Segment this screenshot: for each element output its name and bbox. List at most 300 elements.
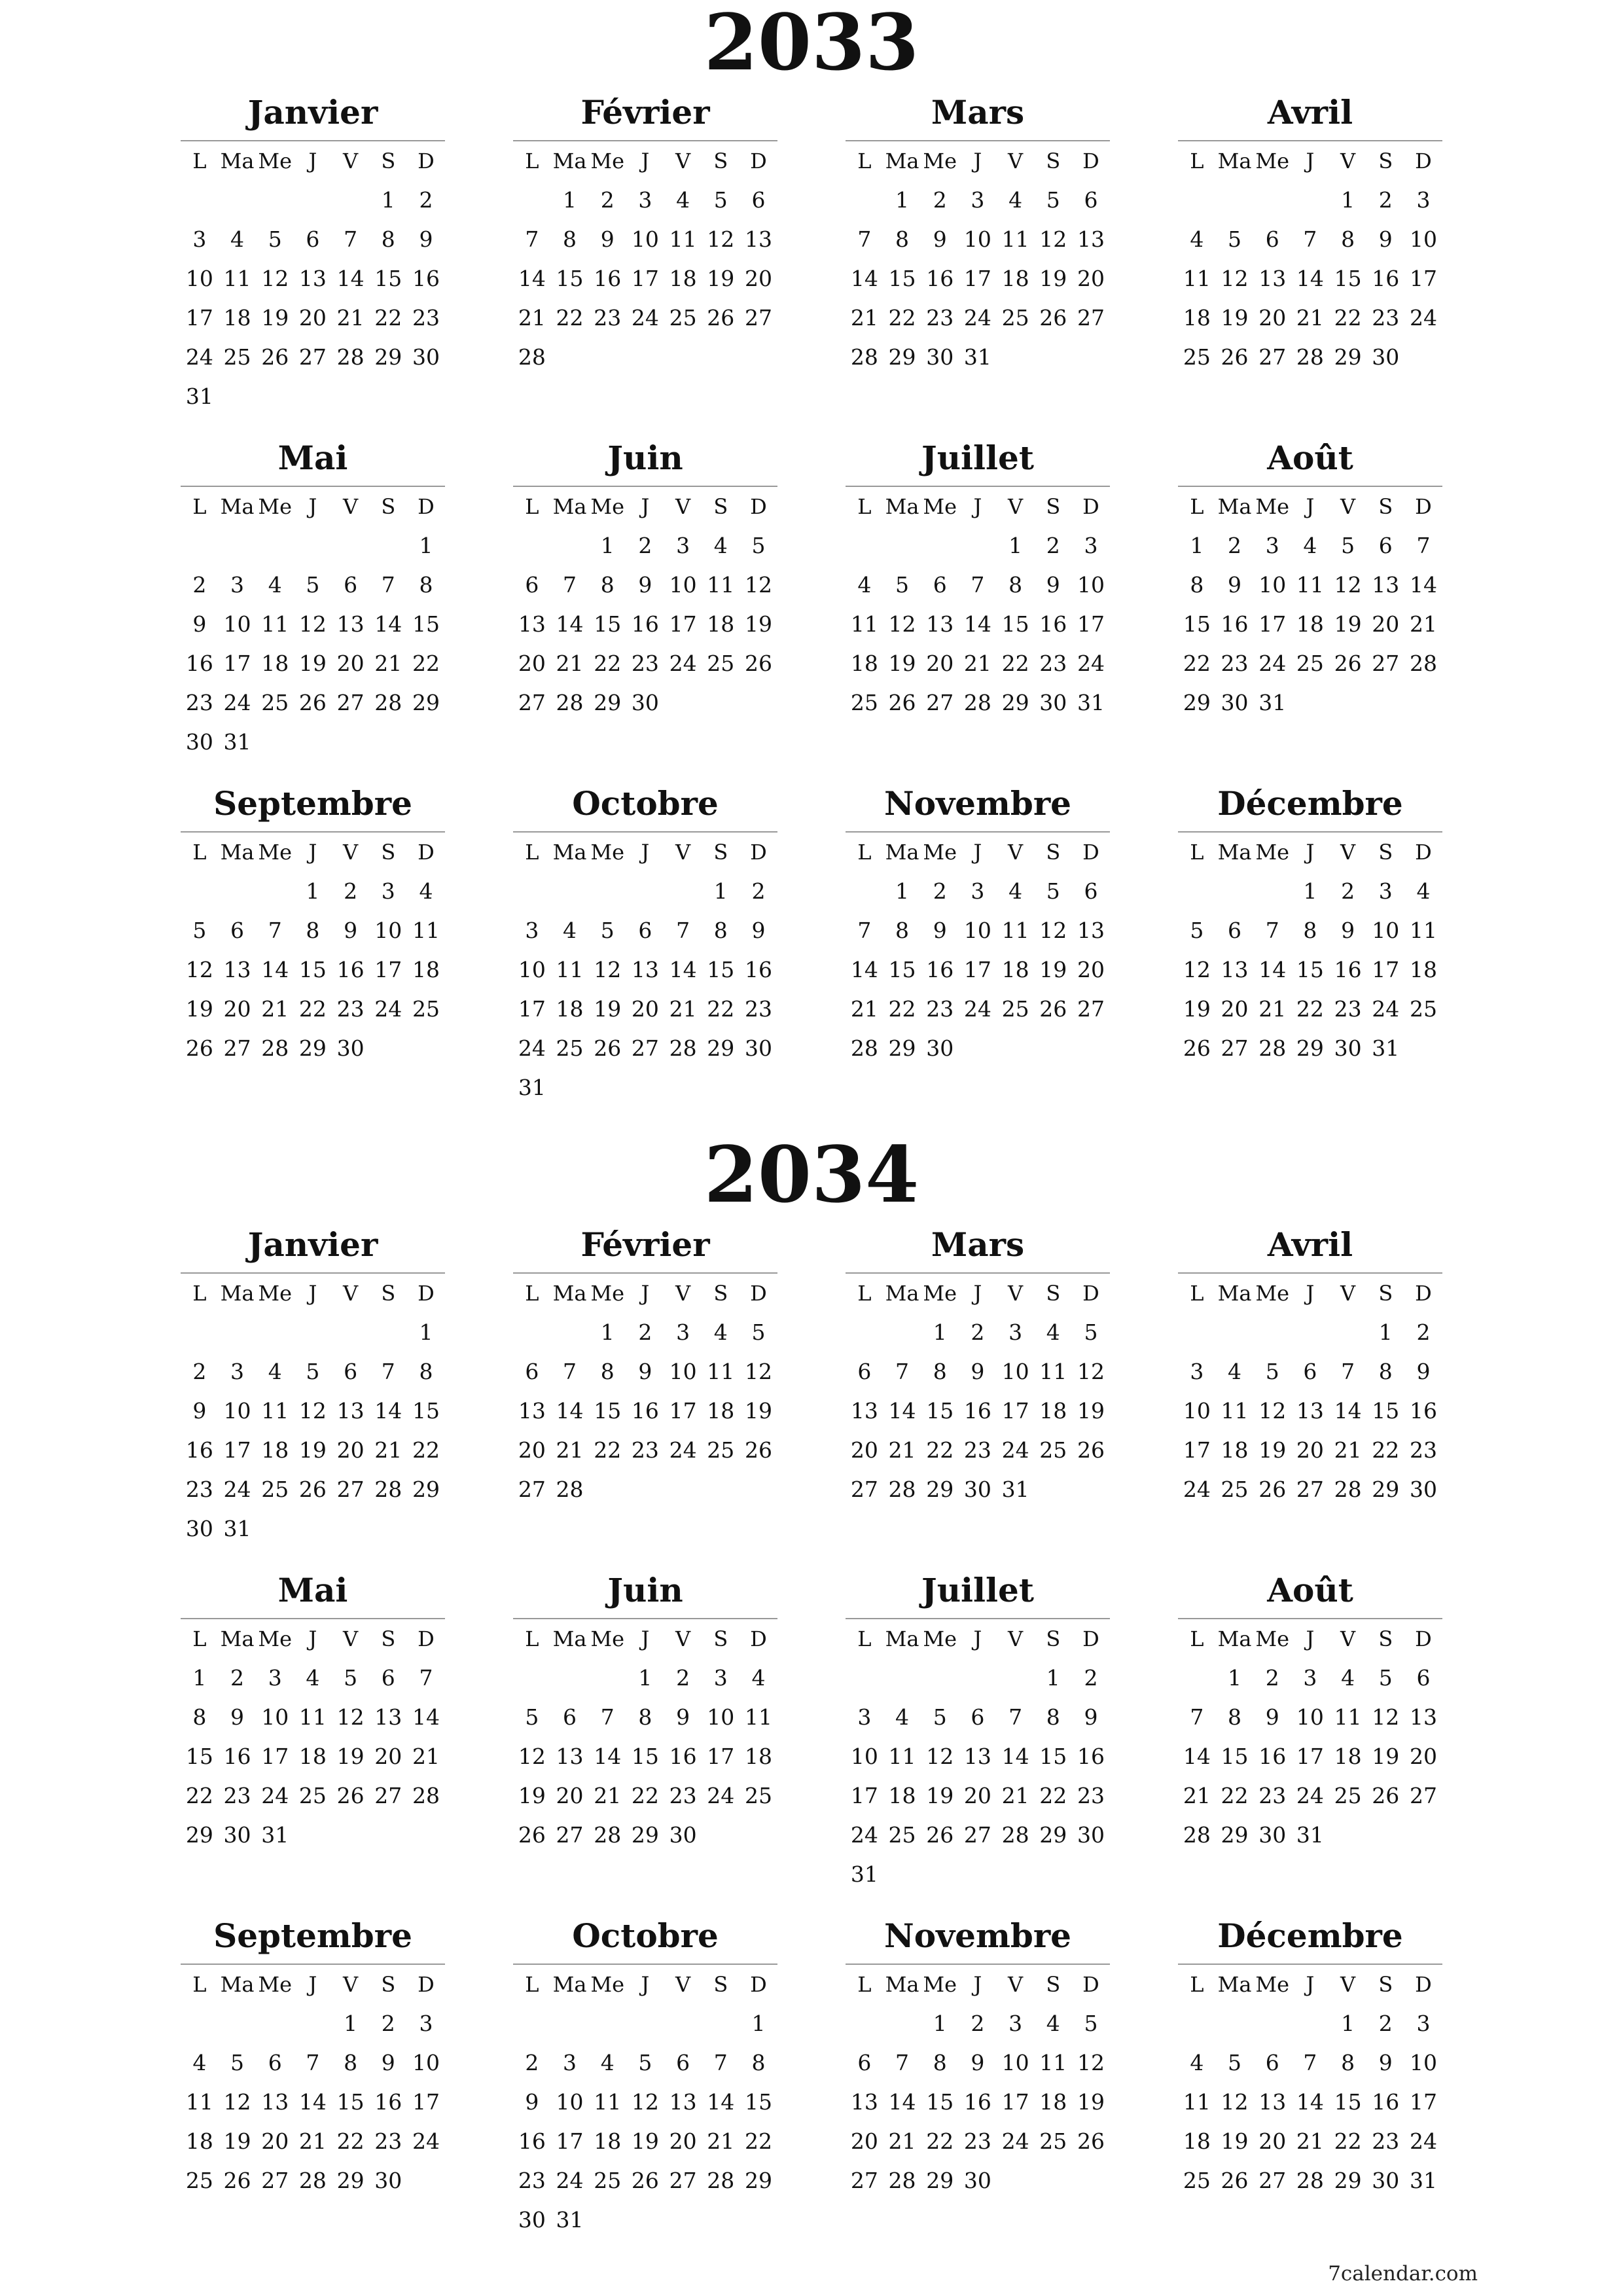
- day-cell: 9: [1378, 2050, 1393, 2075]
- empty-cell: [513, 181, 551, 220]
- day-cell: 21: [336, 305, 365, 331]
- day-cell: 19: [1221, 2128, 1249, 2154]
- day-cell: 23: [669, 1783, 697, 1808]
- day-cell: 3: [676, 533, 690, 558]
- weekday-label: J: [641, 840, 650, 865]
- month-8: [1178, 1563, 1442, 1855]
- weekday-label: Me: [1255, 1626, 1290, 1651]
- day-cell: 3: [638, 187, 652, 213]
- day-cell: 29: [888, 344, 916, 370]
- day-cell: 25: [594, 2168, 622, 2193]
- day-cell: 8: [895, 226, 910, 252]
- day-cell: 28: [594, 1822, 622, 1848]
- day-cell: 14: [298, 2089, 327, 2115]
- month-name: Septembre: [213, 1916, 412, 1955]
- day-cell: 15: [185, 1744, 213, 1769]
- empty-cell: [513, 1313, 551, 1352]
- day-cell: 23: [1372, 2128, 1400, 2154]
- weekday-label: S: [1046, 1626, 1061, 1651]
- day-cell: 10: [518, 957, 546, 982]
- day-cell: 26: [1077, 1437, 1105, 1463]
- weekday-label: D: [750, 1626, 767, 1651]
- weekday-label: S: [1046, 149, 1061, 173]
- week-row: [846, 1391, 1110, 1431]
- day-cell: 5: [713, 187, 728, 213]
- week-row: [1178, 565, 1442, 605]
- day-cell: 12: [1334, 572, 1362, 598]
- weekday-label: Ma: [220, 840, 255, 865]
- day-cell: 26: [185, 1035, 213, 1061]
- day-cell: 7: [1303, 2050, 1317, 2075]
- day-cell: 4: [1303, 533, 1317, 558]
- weekday-header: [846, 833, 1110, 872]
- day-cell: 9: [638, 1359, 652, 1384]
- day-cell: 27: [963, 1822, 991, 1848]
- week-row: [1178, 644, 1442, 683]
- day-cell: 29: [412, 1477, 440, 1502]
- empty-cell: [740, 1816, 777, 1855]
- weekday-label: V: [1008, 840, 1024, 865]
- day-cell: 13: [1409, 1704, 1437, 1730]
- weekday-header: [513, 1965, 777, 2004]
- empty-cell: [588, 2200, 626, 2240]
- weekday-label: D: [418, 1626, 435, 1651]
- week-row: [513, 2161, 777, 2200]
- day-cell: 5: [268, 226, 282, 252]
- day-cell: 29: [336, 2168, 365, 2193]
- empty-cell: [1404, 683, 1442, 723]
- week-row: [181, 1698, 445, 1737]
- weekday-header: [513, 487, 777, 526]
- day-cell: 19: [1077, 1398, 1105, 1424]
- empty-cell: [846, 181, 883, 220]
- week-row: [1178, 1313, 1442, 1352]
- day-cell: 2: [1265, 1665, 1279, 1691]
- day-cell: 11: [1334, 1704, 1362, 1730]
- day-cell: 26: [1372, 1783, 1400, 1808]
- weekday-label: Me: [258, 1972, 293, 1997]
- weekday-header: [1178, 1274, 1442, 1313]
- weekday-label: Ma: [552, 494, 587, 519]
- week-row: [1178, 220, 1442, 259]
- weekday-label: S: [1378, 840, 1393, 865]
- day-cell: 1: [306, 878, 320, 904]
- day-cell: 10: [556, 2089, 584, 2115]
- empty-cell: [219, 2004, 257, 2043]
- day-cell: 19: [223, 2128, 251, 2154]
- day-cell: 31: [556, 2207, 584, 2233]
- day-cell: 7: [563, 572, 577, 598]
- month-name: Août: [1267, 1571, 1353, 1609]
- month-5: [181, 1563, 445, 1855]
- week-row: [513, 1313, 777, 1352]
- day-cell: 25: [1001, 996, 1029, 1022]
- day-cell: 5: [1378, 1665, 1393, 1691]
- day-cell: 16: [185, 651, 213, 676]
- empty-cell: [1404, 338, 1442, 377]
- day-cell: 12: [926, 1744, 954, 1769]
- week-row: [181, 259, 445, 298]
- day-cell: 14: [261, 957, 289, 982]
- day-cell: 2: [192, 572, 207, 598]
- day-cell: 31: [1296, 1822, 1324, 1848]
- day-cell: 18: [298, 1744, 327, 1769]
- day-cell: 28: [669, 1035, 697, 1061]
- empty-cell: [332, 1816, 370, 1855]
- day-cell: 31: [261, 1822, 289, 1848]
- day-cell: 13: [298, 266, 327, 291]
- day-cell: 11: [1296, 572, 1324, 598]
- day-cell: 18: [556, 996, 584, 1022]
- day-cell: 4: [268, 1359, 282, 1384]
- day-cell: 27: [223, 1035, 251, 1061]
- day-cell: 1: [895, 878, 910, 904]
- day-cell: 15: [412, 1398, 440, 1424]
- week-row: [1178, 1391, 1442, 1431]
- day-cell: 24: [963, 996, 991, 1022]
- day-cell: 30: [185, 729, 213, 755]
- weekday-label: J: [1306, 1626, 1315, 1651]
- day-cell: 4: [1008, 878, 1023, 904]
- weekday-label: S: [381, 1626, 396, 1651]
- day-cell: 20: [669, 2128, 697, 2154]
- day-cell: 13: [669, 2089, 697, 2115]
- day-cell: 8: [1046, 1704, 1060, 1730]
- week-row: [1178, 298, 1442, 338]
- day-cell: 25: [1334, 1783, 1362, 1808]
- weekday-label: L: [857, 1972, 872, 1997]
- empty-cell: [407, 1509, 445, 1549]
- day-cell: 11: [556, 957, 584, 982]
- weekday-label: Me: [258, 494, 293, 519]
- day-cell: 17: [1409, 2089, 1437, 2115]
- weekday-label: V: [675, 1281, 691, 1306]
- day-cell: 14: [963, 611, 991, 637]
- weekday-label: V: [675, 494, 691, 519]
- empty-cell: [1366, 1816, 1404, 1855]
- day-cell: 14: [518, 266, 546, 291]
- day-cell: 5: [1084, 1319, 1098, 1345]
- day-cell: 19: [1334, 611, 1362, 637]
- day-cell: 20: [518, 1437, 546, 1463]
- weekday-label: Me: [923, 840, 957, 865]
- week-row: [1178, 2083, 1442, 2122]
- weekday-label: D: [750, 149, 767, 173]
- day-cell: 26: [298, 690, 327, 715]
- day-cell: 17: [631, 266, 659, 291]
- day-cell: 9: [192, 611, 207, 637]
- day-cell: 28: [888, 1477, 916, 1502]
- week-row: [513, 1391, 777, 1431]
- day-cell: 17: [223, 1437, 251, 1463]
- week-row: [181, 950, 445, 990]
- day-cell: 12: [336, 1704, 365, 1730]
- weekday-label: S: [713, 1972, 728, 1997]
- day-cell: 5: [638, 2050, 652, 2075]
- empty-cell: [551, 526, 589, 565]
- day-cell: 14: [1334, 1398, 1362, 1424]
- weekday-header: [846, 1274, 1110, 1313]
- weekday-label: D: [1415, 840, 1432, 865]
- month-9: [181, 776, 445, 1068]
- day-cell: 3: [1190, 1359, 1204, 1384]
- day-cell: 1: [1303, 878, 1317, 904]
- empty-cell: [256, 2004, 294, 2043]
- day-cell: 13: [374, 1704, 402, 1730]
- week-row: [846, 683, 1110, 723]
- weekday-label: V: [1008, 1626, 1024, 1651]
- empty-cell: [1216, 872, 1254, 911]
- weekday-label: L: [525, 149, 539, 173]
- day-cell: 2: [638, 1319, 652, 1345]
- month-6: [513, 1563, 777, 1855]
- day-cell: 13: [1077, 226, 1105, 252]
- week-row: [513, 526, 777, 565]
- week-row: [1178, 2004, 1442, 2043]
- week-row: [846, 1470, 1110, 1509]
- day-cell: 26: [707, 305, 735, 331]
- day-cell: 18: [888, 1783, 916, 1808]
- day-cell: 19: [1183, 996, 1211, 1022]
- day-cell: 9: [751, 918, 766, 943]
- day-cell: 23: [1258, 1783, 1287, 1808]
- day-cell: 24: [1296, 1783, 1324, 1808]
- day-cell: 29: [744, 2168, 772, 2193]
- day-cell: 15: [412, 611, 440, 637]
- day-cell: 7: [895, 1359, 910, 1384]
- week-row: [846, 2004, 1110, 2043]
- month-name: Janvier: [247, 93, 378, 132]
- day-cell: 14: [1183, 1744, 1211, 1769]
- day-cell: 30: [963, 2168, 991, 2193]
- day-cell: 7: [306, 2050, 320, 2075]
- day-cell: 15: [594, 611, 622, 637]
- month-12: [1178, 1909, 1442, 2200]
- day-cell: 16: [1077, 1744, 1105, 1769]
- day-cell: 29: [631, 1822, 659, 1848]
- day-cell: 30: [926, 344, 954, 370]
- weekday-header: [513, 1274, 777, 1313]
- day-cell: 12: [744, 572, 772, 598]
- day-cell: 14: [669, 957, 697, 982]
- day-cell: 7: [857, 918, 872, 943]
- week-row: [1178, 259, 1442, 298]
- day-cell: 16: [223, 1744, 251, 1769]
- weekday-label: D: [1082, 1626, 1099, 1651]
- month-grid: [1178, 1964, 1442, 2200]
- day-cell: 21: [1409, 611, 1437, 637]
- day-cell: 28: [963, 690, 991, 715]
- day-cell: 1: [381, 187, 395, 213]
- day-cell: 27: [1258, 2168, 1287, 2193]
- month-name: Février: [580, 1225, 710, 1264]
- week-row: [846, 220, 1110, 259]
- empty-cell: [513, 1659, 551, 1698]
- weekday-label: L: [192, 840, 207, 865]
- weekday-label: L: [857, 1626, 872, 1651]
- week-row: [846, 990, 1110, 1029]
- day-cell: 15: [707, 957, 735, 982]
- day-cell: 20: [556, 1783, 584, 1808]
- day-cell: 7: [1416, 533, 1431, 558]
- day-cell: 11: [1001, 226, 1029, 252]
- day-cell: 21: [963, 651, 991, 676]
- weekday-label: Ma: [885, 494, 919, 519]
- week-row: [846, 911, 1110, 950]
- week-row: [846, 2043, 1110, 2083]
- week-row: [846, 526, 1110, 565]
- month-name: Septembre: [213, 784, 412, 823]
- day-cell: 23: [926, 305, 954, 331]
- week-row: [846, 2122, 1110, 2161]
- empty-cell: [256, 1313, 294, 1352]
- weekday-header: [181, 833, 445, 872]
- day-cell: 28: [1409, 651, 1437, 676]
- day-cell: 15: [374, 266, 402, 291]
- month-name: Mars: [931, 93, 1025, 132]
- day-cell: 14: [850, 266, 878, 291]
- week-row: [513, 2122, 777, 2161]
- day-cell: 25: [669, 305, 697, 331]
- month-grid: [181, 831, 445, 1068]
- day-cell: 3: [713, 1665, 728, 1691]
- weekday-label: S: [381, 840, 396, 865]
- empty-cell: [1291, 1313, 1329, 1352]
- weekday-label: V: [1008, 1281, 1024, 1306]
- weekday-label: D: [1415, 1281, 1432, 1306]
- week-row: [181, 1659, 445, 1698]
- day-cell: 12: [744, 1359, 772, 1384]
- day-cell: 29: [594, 690, 622, 715]
- week-row: [1178, 1698, 1442, 1737]
- day-cell: 15: [1372, 1398, 1400, 1424]
- week-row: [1178, 2122, 1442, 2161]
- day-cell: 23: [744, 996, 772, 1022]
- week-row: [513, 1816, 777, 1855]
- month-grid: [846, 486, 1110, 723]
- day-cell: 15: [1334, 2089, 1362, 2115]
- month-3: [846, 1217, 1110, 1509]
- week-row: [513, 2200, 777, 2240]
- month-name: Juillet: [921, 1571, 1034, 1609]
- day-cell: 9: [525, 2089, 539, 2115]
- day-cell: 24: [261, 1783, 289, 1808]
- empty-cell: [407, 723, 445, 762]
- day-cell: 14: [1409, 572, 1437, 598]
- day-cell: 27: [518, 1477, 546, 1502]
- day-cell: 18: [185, 2128, 213, 2154]
- day-cell: 10: [1001, 2050, 1029, 2075]
- day-cell: 19: [594, 996, 622, 1022]
- day-cell: 21: [594, 1783, 622, 1808]
- empty-cell: [369, 1313, 407, 1352]
- empty-cell: [1253, 1313, 1291, 1352]
- weekday-label: L: [525, 840, 539, 865]
- day-cell: 16: [1372, 2089, 1400, 2115]
- day-cell: 12: [707, 226, 735, 252]
- day-cell: 1: [1008, 533, 1023, 558]
- day-cell: 14: [374, 1398, 402, 1424]
- day-cell: 22: [374, 305, 402, 331]
- day-cell: 19: [707, 266, 735, 291]
- weekday-label: Ma: [552, 1972, 587, 1997]
- weekday-label: V: [343, 494, 359, 519]
- empty-cell: [551, 338, 589, 377]
- day-cell: 20: [631, 996, 659, 1022]
- empty-cell: [1178, 872, 1216, 911]
- month-grid: [181, 486, 445, 762]
- day-cell: 24: [185, 344, 213, 370]
- day-cell: 14: [1296, 2089, 1324, 2115]
- day-cell: 22: [1183, 651, 1211, 676]
- day-cell: 26: [1039, 996, 1067, 1022]
- day-cell: 22: [556, 305, 584, 331]
- weekday-label: Me: [923, 149, 957, 173]
- day-cell: 1: [933, 1319, 947, 1345]
- day-cell: 8: [419, 1359, 433, 1384]
- day-cell: 24: [707, 1783, 735, 1808]
- day-cell: 20: [336, 651, 365, 676]
- day-cell: 16: [926, 957, 954, 982]
- empty-cell: [294, 1816, 332, 1855]
- day-cell: 25: [850, 690, 878, 715]
- day-cell: 28: [1183, 1822, 1211, 1848]
- day-cell: 5: [344, 1665, 358, 1691]
- day-cell: 3: [230, 572, 245, 598]
- week-row: [181, 1509, 445, 1549]
- day-cell: 27: [298, 344, 327, 370]
- day-cell: 8: [751, 2050, 766, 2075]
- day-cell: 22: [707, 996, 735, 1022]
- week-row: [181, 1816, 445, 1855]
- weekday-label: Ma: [552, 1626, 587, 1651]
- day-cell: 9: [638, 572, 652, 598]
- empty-cell: [294, 2004, 332, 2043]
- empty-cell: [883, 526, 921, 565]
- week-row: [181, 2161, 445, 2200]
- day-cell: 14: [1258, 957, 1287, 982]
- day-cell: 24: [1409, 305, 1437, 331]
- day-cell: 18: [669, 266, 697, 291]
- week-row: [513, 259, 777, 298]
- week-row: [181, 872, 445, 911]
- day-cell: 27: [1372, 651, 1400, 676]
- day-cell: 25: [185, 2168, 213, 2193]
- day-cell: 27: [631, 1035, 659, 1061]
- day-cell: 14: [412, 1704, 440, 1730]
- empty-cell: [551, 1313, 589, 1352]
- empty-cell: [1253, 181, 1291, 220]
- day-cell: 19: [1372, 1744, 1400, 1769]
- day-cell: 10: [185, 266, 213, 291]
- day-cell: 30: [412, 344, 440, 370]
- day-cell: 27: [518, 690, 546, 715]
- weekday-label: L: [1190, 1626, 1204, 1651]
- day-cell: 16: [518, 2128, 546, 2154]
- day-cell: 20: [926, 651, 954, 676]
- weekday-label: Ma: [885, 840, 919, 865]
- day-cell: 2: [1416, 1319, 1431, 1345]
- day-cell: 26: [1221, 344, 1249, 370]
- day-cell: 20: [1258, 305, 1287, 331]
- day-cell: 16: [185, 1437, 213, 1463]
- empty-cell: [883, 1855, 921, 1894]
- day-cell: 25: [556, 1035, 584, 1061]
- day-cell: 5: [1084, 2011, 1098, 2036]
- day-cell: 11: [1001, 918, 1029, 943]
- year-title: 2034: [704, 1129, 919, 1220]
- day-cell: 7: [1008, 1704, 1023, 1730]
